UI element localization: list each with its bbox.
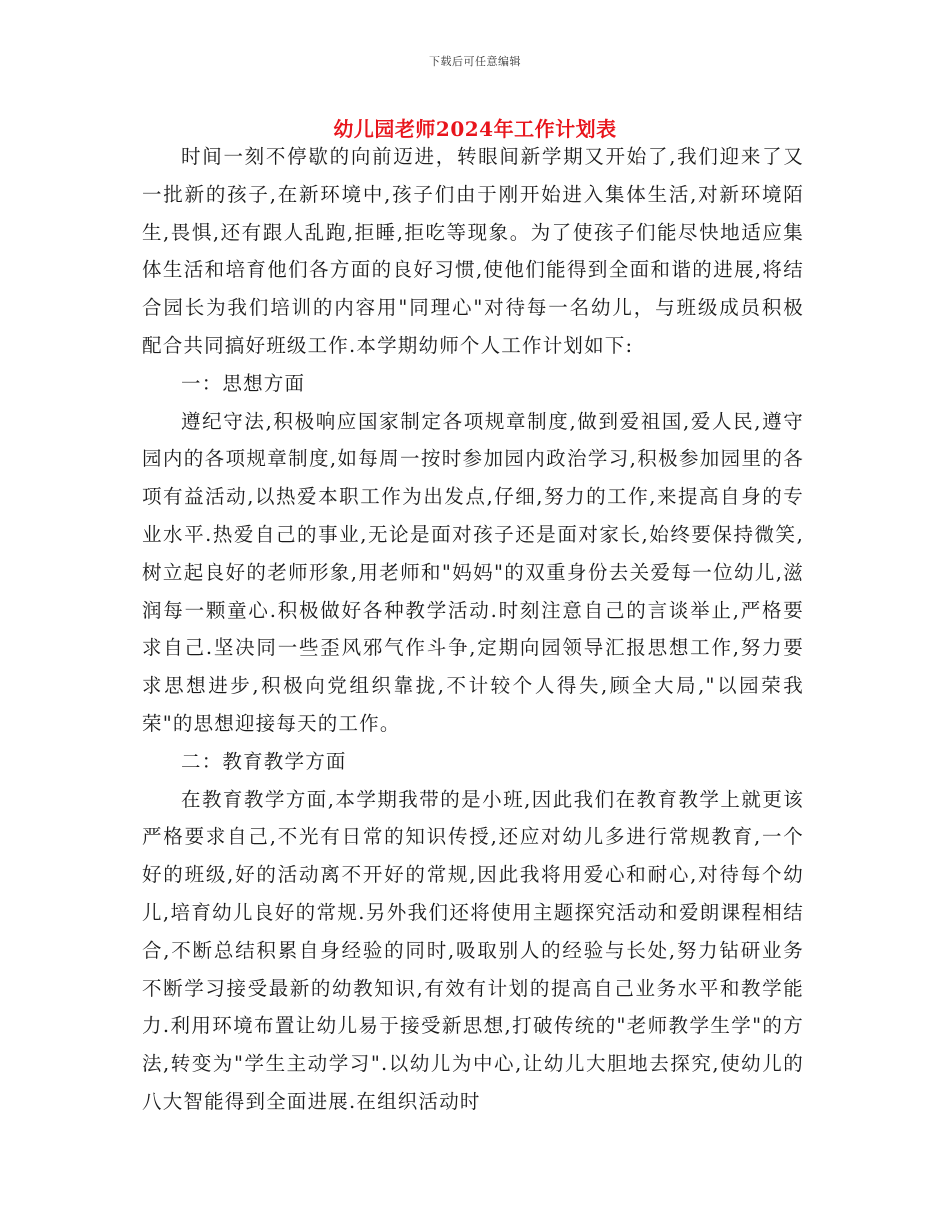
intro-paragraph: 时间一刻不停歇的向前迈进，转眼间新学期又开始了,我们迎来了又一批新的孩子,在新环境中,孩子们由于刚开始进入集体生活,对新环境陌生,畏惧,还有跟人乱跑,拒睡,拒吃等现象。为了使孩子们能尽快地适应集体生活和培育他们各方面的良好习惯,使他们能得到全面和谐的进展,将结合园长为我们培训的内容用"同理心"对待每一名幼儿，与班级成员积极配合共同搞好班级工作.本学期幼师个人工作计划如下: (142, 145, 804, 357)
document-body (142, 138, 804, 1121)
section-heading-education: 二：教育教学方面 (181, 749, 347, 773)
section-body-thought: 遵纪守法,积极响应国家制定各项规章制度,做到爱祖国,爱人民,遵守园内的各项规章制度,如每周一按时参加园内政治学习,积极参加园里的各项有益活动,以热爱本职工作为出发点,仔细,努力的工作,来提高自身的专业水平.热爱自己的事业,无论是面对孩子还是面对家长,始终要保持微笑,树立起良好的老师形象,用老师和"妈妈"的双重身份去关爱每一位幼儿,滋润每一颗童心.积极做好各种教学活动.时刻注意自己的言谈举止,严格要求自己.坚决同一些歪风邪气作斗争,定期向园领导汇报思想工作,努力要求思想进步,积极向党组织靠拢,不计较个人得失,顾全大局,"以园荣我荣"的思想迎接每天的工作。 (142, 409, 804, 735)
header-note: 下载后可任意编辑 (429, 55, 521, 68)
section-body-education: 在教育教学方面,本学期我带的是小班,因此我们在教育教学上就更该严格要求自己,不光有日常的知识传授,还应对幼儿多进行常规教育,一个好的班级,好的活动离不开好的常规,因此我将用爱心和耐心,对待每个幼儿,培育幼儿良好的常规.另外我们还将使用主题探究活动和爱朗课程相结合,不断总结积累自身经验的同时,吸取别人的经验与长处,努力钻研业务不断学习接受最新的幼教知识,有效有计划的提高自己业务水平和教学能力.利用环境布置让幼儿易于接受新思想,打破传统的"老师教学生学"的方法,转变为"学生主动学习".以幼儿为中心,让幼儿大胆地去探究,使幼儿的八大智能得到全面进展.在组织活动时 (142, 787, 804, 1113)
section-heading-thought: 一：思想方面 (181, 371, 306, 395)
document-title: 幼儿园老师2024年工作计划表 (333, 117, 617, 141)
